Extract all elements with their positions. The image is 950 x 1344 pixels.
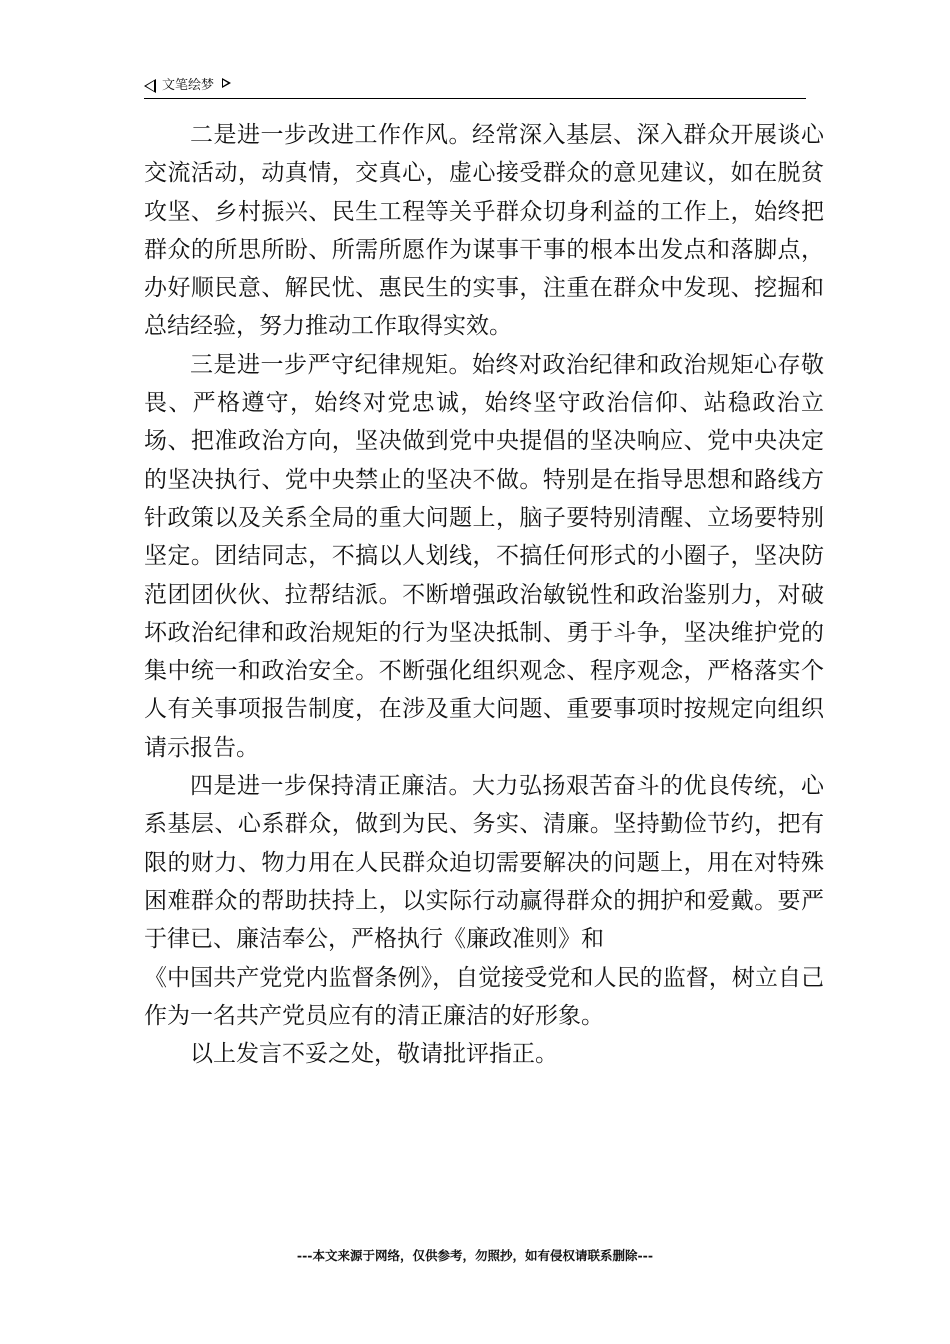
triangle-right-icon (222, 78, 231, 88)
document-body (144, 116, 824, 1073)
paragraph-integrity: 四是进一步保持清正廉洁。大力弘扬艰苦奋斗的优良传统，心系基层、心系群众，做到为民、务实、清廉。坚持勤俭节约，把有限的财力、物力用在人民群众迫切需要解决的问题上，用在对特殊困难群众的帮助扶持上，以实际行动赢得群众的拥护和爱戴。要严于律已、廉洁奉公，严格执行《廉政准则》和 (144, 773, 824, 953)
header-title: 文笔绘梦 (162, 78, 215, 93)
page-header (144, 74, 806, 99)
paragraph-discipline: 三是进一步严守纪律规矩。始终对政治纪律和政治规矩心存敬畏、严格遵守，始终对党忠诚，始终坚守政治信仰、站稳政治立场、把准政治方向，坚决做到党中央提倡的坚决响应、党中央决定的坚决执行、党中央禁止的坚决不做。特别是在指导思想和路线方针政策以及关系全局的重大问题上，脑子要特别清醒、立场要特别坚定。团结同志，不搞以人划线，不搞任何形式的小圈子，坚决防范团团伙伙、拉帮结派。不断增强政治敏锐性和政治鉴别力，对破坏政治纪律和政治规矩的行为坚决抵制、勇于斗争，坚决维护党的集中统一和政治安全。不断强化组织观念、程序观念，严格落实个人有关事项报告制度，在涉及重大问题、重要事项时按规定向组织请示报告。 (144, 351, 824, 761)
paragraph-integrity-continued: 《中国共产党党内监督条例》，自觉接受党和人民的监督，树立自己作为一名共产党员应有的清正廉洁的好形象。 (144, 964, 824, 1029)
page-footer-disclaimer: ---本文来源于网络，仅供参考，勿照抄，如有侵权请联系删除--- (296, 1248, 654, 1263)
paragraph-closing: 以上发言不妥之处，敬请批评指正。 (190, 1041, 558, 1068)
paragraph-work-style: 二是进一步改进工作作风。经常深入基层、深入群众开展谈心交流活动，动真情，交真心，虚心接受群众的意见建议，如在脱贫攻坚、乡村振兴、民生工程等关乎群众切身利益的工作上，始终把群众的所思所盼、所需所愿作为谋事干事的根本出发点和落脚点，办好顺民意、解民忧、惠民生的实事，注重在群众中发现、挖掘和总结经验，努力推动工作取得实效。 (144, 122, 824, 340)
triangle-left-icon (144, 79, 156, 93)
